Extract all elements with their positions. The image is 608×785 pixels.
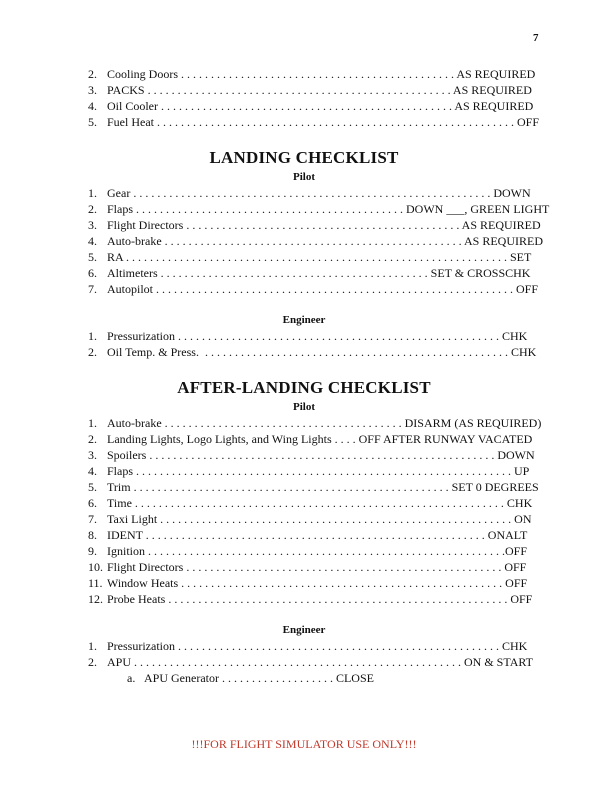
item-number: 10. xyxy=(88,560,103,574)
item-text: Probe Heats . . . . . . . . . . . . . . . . . . . . . . . . . . . . . . . . . . . . . . . . . . . . . . . . . . . . . . . . . OFF xyxy=(107,592,533,606)
item-text: Oil Temp. & Press. . . . . . . . . . . . . . . . . . . . . . . . . . . . . . . . . . . . . . . . . . . . . . . . . . . . CHK xyxy=(107,345,537,359)
item-number: 5. xyxy=(88,250,97,264)
item-number: 5. xyxy=(88,480,97,494)
item-number: 2. xyxy=(88,202,97,216)
list-item xyxy=(0,575,608,591)
item-text: Fuel Heat . . . . . . . . . . . . . . . . . . . . . . . . . . . . . . . . . . . . . . . . . . . . . . . . . . . . . . . . . . . . OFF xyxy=(107,115,539,129)
item-text: PACKS . . . . . . . . . . . . . . . . . . . . . . . . . . . . . . . . . . . . . . . . . . . . . . . . . . . AS REQUIRED xyxy=(107,83,532,97)
after-landing-checklist-title: AFTER-LANDING CHECKLIST xyxy=(177,378,431,397)
list-item xyxy=(0,654,608,670)
landing-pilot-heading: Pilot xyxy=(293,171,315,183)
list-item xyxy=(0,82,608,98)
list-item xyxy=(0,559,608,575)
item-text: Spoilers . . . . . . . . . . . . . . . . . . . . . . . . . . . . . . . . . . . . . . . . . . . . . . . . . . . . . . . . . . DOWN xyxy=(107,448,535,462)
item-text: Gear . . . . . . . . . . . . . . . . . . . . . . . . . . . . . . . . . . . . . . . . . . . . . . . . . . . . . . . . . . . . DOWN xyxy=(107,186,531,200)
list-item xyxy=(0,201,608,217)
list-item xyxy=(0,217,608,233)
footer-disclaimer: !!!FOR FLIGHT SIMULATOR USE ONLY!!! xyxy=(191,737,417,751)
item-number: 3. xyxy=(88,218,97,232)
list-item xyxy=(0,185,608,201)
item-number: 2. xyxy=(88,345,97,359)
item-number: 11. xyxy=(88,576,103,590)
list-item xyxy=(0,591,608,607)
item-letter: a. xyxy=(127,671,136,685)
after-landing-pilot-heading: Pilot xyxy=(293,401,315,413)
list-item xyxy=(0,415,608,431)
list-item xyxy=(0,543,608,559)
after-landing-engineer-heading: Engineer xyxy=(282,624,326,636)
item-text: Landing Lights, Logo Lights, and Wing Lights . . . . OFF AFTER RUNWAY VACATED xyxy=(107,432,533,446)
list-item xyxy=(0,447,608,463)
item-text: RA . . . . . . . . . . . . . . . . . . . . . . . . . . . . . . . . . . . . . . . . . . . . . . . . . . . . . . . . . . . . . . . . SET xyxy=(107,250,532,264)
item-text: Time . . . . . . . . . . . . . . . . . . . . . . . . . . . . . . . . . . . . . . . . . . . . . . . . . . . . . . . . . . . . . . CHK xyxy=(107,496,533,510)
item-number: 3. xyxy=(88,448,97,462)
item-text: Ignition . . . . . . . . . . . . . . . . . . . . . . . . . . . . . . . . . . . . . . . . . . . . . . . . . . . . . . . . . . . .OFF xyxy=(107,544,528,558)
list-item xyxy=(0,638,608,654)
item-text: Oil Cooler . . . . . . . . . . . . . . . . . . . . . . . . . . . . . . . . . . . . . . . . . . . . . . . . . AS REQUIRED xyxy=(107,99,534,113)
item-text: IDENT . . . . . . . . . . . . . . . . . . . . . . . . . . . . . . . . . . . . . . . . . . . . . . . . . . . . . . . . . ONALT xyxy=(107,528,528,542)
item-text: Auto-brake . . . . . . . . . . . . . . . . . . . . . . . . . . . . . . . . . . . . . . . . DISARM (AS REQUIRED) xyxy=(107,416,542,430)
item-text: Pressurization . . . . . . . . . . . . . . . . . . . . . . . . . . . . . . . . . . . . . . . . . . . . . . . . . . . . . . CHK xyxy=(107,329,528,343)
list-item xyxy=(0,265,608,281)
list-item xyxy=(0,233,608,249)
item-text: Flaps . . . . . . . . . . . . . . . . . . . . . . . . . . . . . . . . . . . . . . . . . . . . . . . . . . . . . . . . . . . . . . . UP xyxy=(107,464,530,478)
list-item xyxy=(0,344,608,360)
item-text: Flaps . . . . . . . . . . . . . . . . . . . . . . . . . . . . . . . . . . . . . . . . . . . . . DOWN ___, GREEN LIGHT xyxy=(107,202,550,216)
landing-checklist-title: LANDING CHECKLIST xyxy=(209,148,399,167)
item-number: 5. xyxy=(88,115,97,129)
list-item xyxy=(0,527,608,543)
item-number: 2. xyxy=(88,67,97,81)
item-number: 4. xyxy=(88,464,97,478)
item-number: 9. xyxy=(88,544,97,558)
landing-engineer-heading: Engineer xyxy=(282,314,326,326)
item-number: 4. xyxy=(88,234,97,248)
item-number: 12. xyxy=(88,592,103,606)
item-text: Altimeters . . . . . . . . . . . . . . . . . . . . . . . . . . . . . . . . . . . . . . . . . . . . . SET & CROSSCHK xyxy=(107,266,531,280)
landing-engineer-list xyxy=(0,328,608,360)
continued-checklist xyxy=(0,66,608,130)
item-number: 1. xyxy=(88,186,97,200)
item-number: 2. xyxy=(88,655,97,669)
list-item xyxy=(0,249,608,265)
list-item xyxy=(0,511,608,527)
landing-pilot-list xyxy=(0,185,608,297)
item-text: Cooling Doors . . . . . . . . . . . . . . . . . . . . . . . . . . . . . . . . . . . . . . . . . . . . . . AS REQUIRED xyxy=(107,67,536,81)
list-item xyxy=(0,495,608,511)
item-number: 7. xyxy=(88,282,97,296)
item-number: 1. xyxy=(88,416,97,430)
item-text: Window Heats . . . . . . . . . . . . . . . . . . . . . . . . . . . . . . . . . . . . . . . . . . . . . . . . . . . . . . OFF xyxy=(107,576,528,590)
list-item xyxy=(0,281,608,297)
item-text: APU Generator . . . . . . . . . . . . . . . . . . . CLOSE xyxy=(144,671,374,685)
item-number: 2. xyxy=(88,432,97,446)
sub-list-item xyxy=(0,670,608,686)
item-text: Flight Directors . . . . . . . . . . . . . . . . . . . . . . . . . . . . . . . . . . . . . . . . . . . . . . AS REQUIRED xyxy=(107,218,541,232)
list-item xyxy=(0,479,608,495)
item-number: 4. xyxy=(88,99,97,113)
item-text: APU . . . . . . . . . . . . . . . . . . . . . . . . . . . . . . . . . . . . . . . . . . . . . . . . . . . . . . . ON & START xyxy=(107,655,533,669)
list-item xyxy=(0,328,608,344)
item-text: Pressurization . . . . . . . . . . . . . . . . . . . . . . . . . . . . . . . . . . . . . . . . . . . . . . . . . . . . . . CHK xyxy=(107,639,528,653)
item-number: 8. xyxy=(88,528,97,542)
list-item xyxy=(0,98,608,114)
after-landing-engineer-list xyxy=(0,638,608,686)
list-item xyxy=(0,66,608,82)
page-number: 7 xyxy=(533,32,539,44)
item-number: 3. xyxy=(88,83,97,97)
list-item xyxy=(0,463,608,479)
item-text: Trim . . . . . . . . . . . . . . . . . . . . . . . . . . . . . . . . . . . . . . . . . . . . . . . . . . . . . SET 0 DEGREES xyxy=(107,480,539,494)
item-text: Taxi Light . . . . . . . . . . . . . . . . . . . . . . . . . . . . . . . . . . . . . . . . . . . . . . . . . . . . . . . . . . . ON xyxy=(107,512,532,526)
list-item xyxy=(0,114,608,130)
item-number: 6. xyxy=(88,496,97,510)
item-number: 1. xyxy=(88,329,97,343)
item-text: Auto-brake . . . . . . . . . . . . . . . . . . . . . . . . . . . . . . . . . . . . . . . . . . . . . . . . . . AS REQUIRED xyxy=(107,234,543,248)
list-item xyxy=(0,431,608,447)
item-number: 7. xyxy=(88,512,97,526)
item-number: 6. xyxy=(88,266,97,280)
item-number: 1. xyxy=(88,639,97,653)
item-text: Autopilot . . . . . . . . . . . . . . . . . . . . . . . . . . . . . . . . . . . . . . . . . . . . . . . . . . . . . . . . . . . . OFF xyxy=(107,282,539,296)
after-landing-pilot-list xyxy=(0,415,608,607)
item-text: Flight Directors . . . . . . . . . . . . . . . . . . . . . . . . . . . . . . . . . . . . . . . . . . . . . . . . . . . . . OFF xyxy=(107,560,527,574)
